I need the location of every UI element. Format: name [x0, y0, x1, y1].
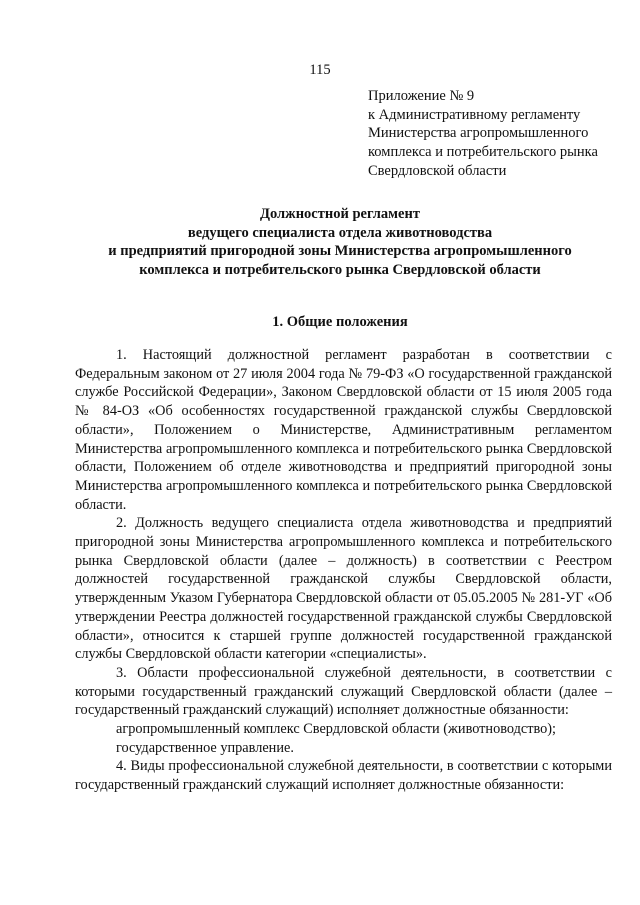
title-line: и предприятий пригородной зоны Министерства агропромышленного	[108, 243, 572, 259]
appendix-note	[368, 87, 630, 181]
title-line: ведущего специалиста отдела животноводства	[187, 224, 493, 241]
appendix-line: Приложение № 9	[368, 88, 475, 104]
list-item: агропромышленный комплекс Свердловской области (животноводство);	[116, 721, 557, 738]
appendix-line: Свердловской области	[368, 162, 507, 179]
paragraph-2: 2. Должность ведущего специалиста отдела животноводства и предприятий пригородной зоны Министерства агропромышленного комплекса и потребительского рынка Свердловской области (далее – должность) в соответствии с Реестром должностей государственной гражданской службы Свердловской области, утвержденным Указом Губернатора Свердловской области от 05.05.2005 № 281-УГ «Об утверждении Реестра должностей государственной гражданской службы Свердловской области», относится к старшей группе должностей государственной гражданской службы Свердловской области категории «специалисты».	[75, 515, 612, 663]
title-line: Должностной регламент	[260, 206, 420, 222]
appendix-line: комплекса и потребительского рынка	[368, 144, 598, 161]
list-item: государственное управление.	[116, 739, 294, 756]
document-body	[75, 346, 612, 795]
page-number: 115	[309, 62, 331, 78]
paragraph-4: 4. Виды профессиональной служебной деятельности, в соответствии с которыми государственный гражданский служащий исполняет должностные обязанности:	[75, 758, 612, 794]
paragraph-3: 3. Области профессиональной служебной деятельности, в соответствии с которыми государственный гражданский служащий Свердловской области (далее – государственный гражданский служащий) исполняет должностные обязанности:	[75, 664, 612, 719]
paragraph-1: 1. Настоящий должностной регламент разработан в соответствии с Федеральным законом от 27 июля 2004 года № 79-ФЗ «О государственной гражданской службе Российской Федерации», Законом Свердловской области от 15 июля 2005 года № 84-ОЗ «Об особенностях государственной гражданской службы Свердловской области», Положением о Министерстве, Административным регламентом Министерства агропромышленного комплекса и потребительского рынка Свердловской области, Положением об отделе животноводства и предприятий пригородной зоны Министерства агропромышленного комплекса и потребительского рынка Свердловской области.	[75, 347, 612, 513]
section-heading: 1. Общие положения	[272, 314, 408, 330]
document-title	[60, 205, 620, 279]
title-line: комплекса и потребительского рынка Свердловской области	[139, 261, 541, 278]
appendix-line: Министерства агропромышленного	[368, 125, 589, 142]
appendix-line: к Административному регламенту	[368, 106, 581, 123]
